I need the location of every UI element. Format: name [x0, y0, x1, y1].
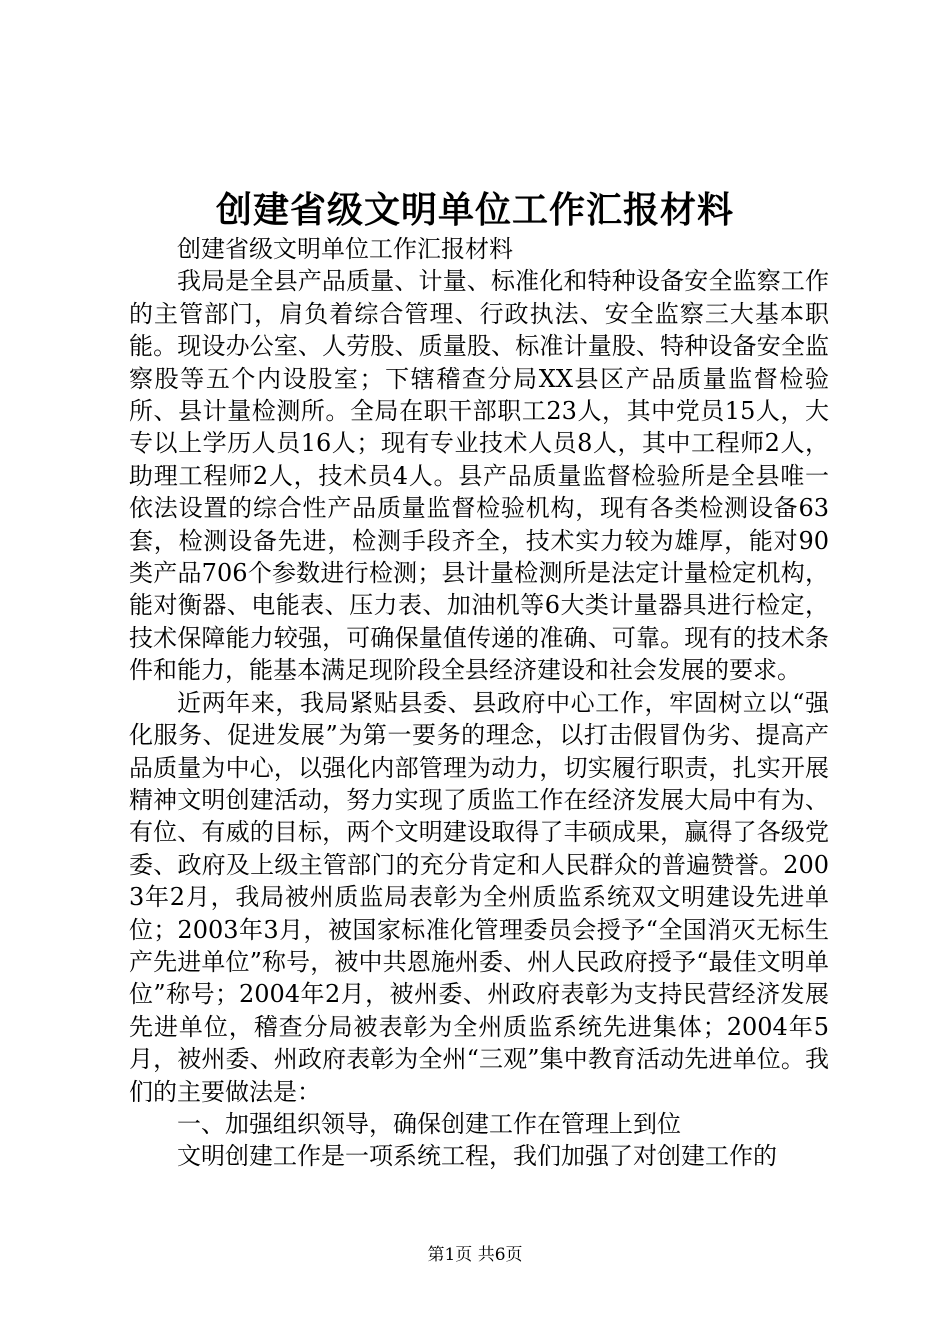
paragraph-section-body: 文明创建工作是一项系统工程，我们加强了对创建工作的	[177, 1142, 777, 1171]
document-title: 创建省级文明单位工作汇报材料	[215, 189, 734, 231]
page-indicator: 第1页 共6页	[427, 1245, 523, 1265]
section-heading: 一、加强组织领导，确保创建工作在管理上到位	[177, 1109, 681, 1138]
paragraph-overview: 我局是全县产品质量、计量、标准化和特种设备安全监察工作的主管部门，肩负着综合管理、行政执法、安全监察三大基本职能。现设办公室、人劳股、质量股、标准计量股、特种设备安全监察股等五个内设股室；下辖稽查分局XX县区产品质量监督检验所、县计量检测所。全局在职干部职工23人，其中党员15人，大专以上学历人员16人；现有专业技术人员8人，其中工程师2人，助理工程师2人，技术员4人。县产品质量监督检验所是全县唯一依法设置的综合性产品质量监督检验机构，现有各类检测设备63套，检测设备先进，检测手段齐全，技术实力较为雄厚，能对90类产品706个参数进行检测；县计量检测所是法定计量检定机构，能对衡器、电能表、压力表、加油机等6大类计量器具进行检定，技术保障能力较强，可确保量值传递的准确、可靠。现有的技术条件和能力，能基本满足现阶段全县经济建设和社会发展的要求。	[129, 267, 829, 685]
paragraph-achievements: 近两年来，我局紧贴县委、县政府中心工作，牢固树立以“强化服务、促进发展”为第一要务的理念，以打击假冒伪劣、提高产品质量为中心，以强化内部管理为动力，切实履行职责，扎实开展精神文明创建活动，努力实现了质监工作在经济发展大局中有为、有位、有威的目标，两个文明建设取得了丰硕成果，赢得了各级党委、政府及上级主管部门的充分肯定和人民群众的普遍赞誉。2003年2月，我局被州质监局表彰为全州质监系统双文明建设先进单位；2003年3月，被国家标准化管理委员会授予“全国消灭无标生产先进单位”称号，被中共恩施州委、州人民政府授予“最佳文明单位”称号；2004年2月，被州委、州政府表彰为支持民营经济发展先进单位，稽查分局被表彰为全州质监系统先进集体；2004年5月，被州委、州政府表彰为全州“三观”集中教育活动先进单位。我们的主要做法是：	[129, 688, 829, 1106]
paragraph-subtitle: 创建省级文明单位工作汇报材料	[177, 235, 513, 263]
document-body	[129, 233, 829, 1173]
